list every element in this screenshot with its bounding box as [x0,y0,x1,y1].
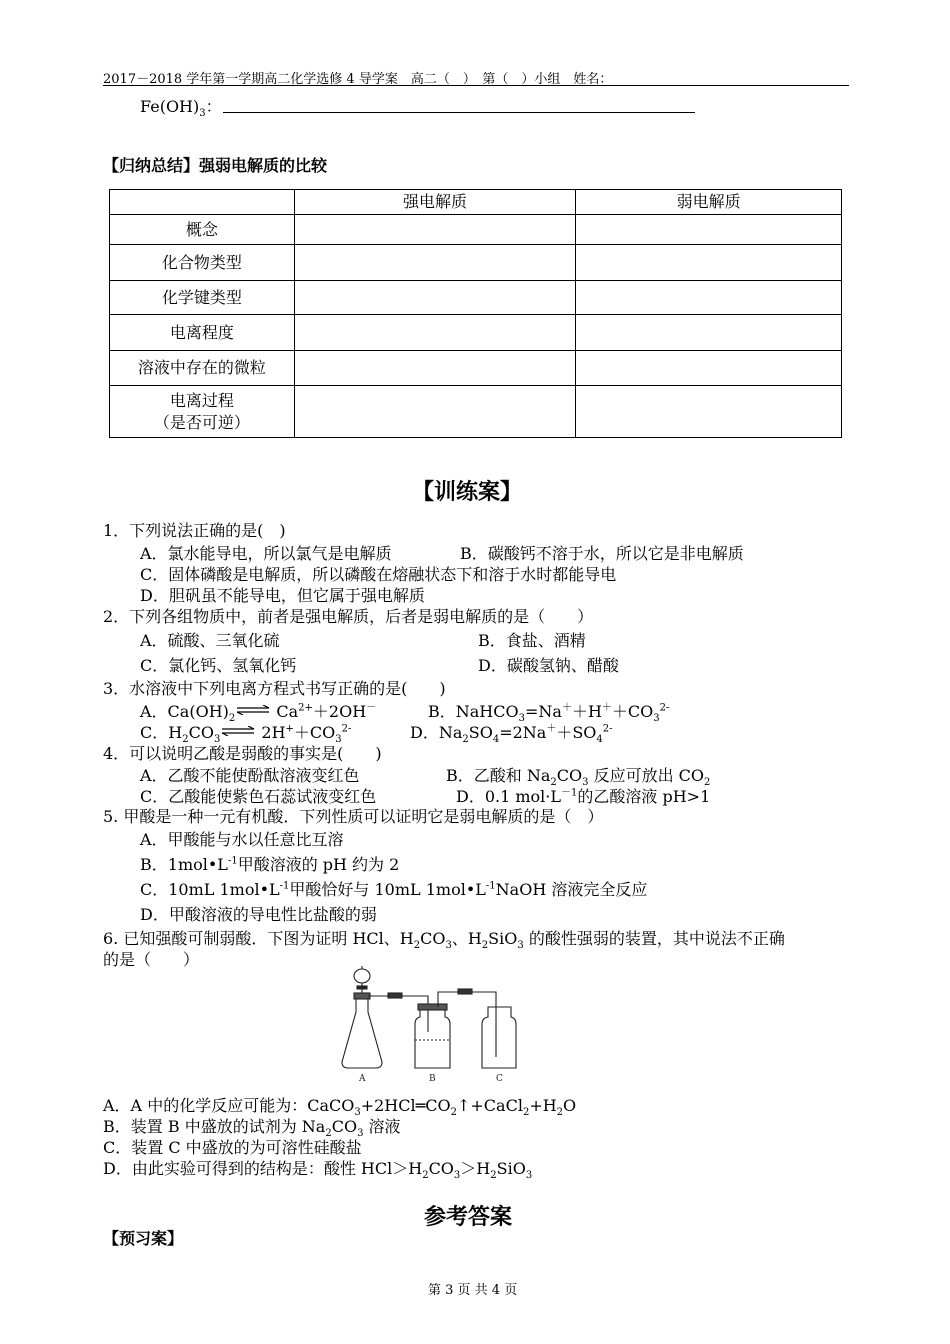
q3-option-b[interactable]: B．$NaHCO_3=Na^++H^++CO_3^{2-}$ [428,702,670,725]
fe-oh3-line: $Fe(OH)_3$： [140,97,222,120]
answer-cell[interactable] [294,315,576,351]
table-row [110,215,842,245]
q3-option-a[interactable]: A．$Ca(OH)_2$ $Ca^{2+}+2OH^-$ [140,701,376,723]
fig-label-c: C [496,1074,503,1084]
reversible-arrow-icon [235,699,271,721]
row-label: 化合物类型 [110,245,295,281]
table-row [110,351,842,386]
q1-option-b[interactable]: B．碳酸钙不溶于水，所以它是非电解质 [460,544,744,563]
page-footer: 第 3 页 共 4 页 [428,1283,518,1298]
q2-option-b[interactable]: B．食盐、酒精 [478,631,586,650]
answer-cell[interactable] [294,245,576,281]
answer-cell[interactable] [294,351,576,386]
fe-oh3-answer-blank[interactable] [223,112,695,113]
q1-option-d[interactable]: D．胆矾虽不能导电，但它属于强电解质 [140,586,425,605]
reversible-arrow-icon [220,720,256,742]
q6-stem-line2: 的是（ ） [103,950,200,969]
fig-label-b: B [429,1074,436,1084]
q5-option-a[interactable]: A．甲酸能与水以任意比互溶 [140,830,344,849]
answer-cell[interactable] [294,281,576,315]
table-header-cell: 弱电解质 [576,190,842,215]
q6-option-a[interactable]: A．A 中的化学反应可能为：$CaCO_3+2HCl═CO_2↑+CaCl_2+H_2O$ [103,1096,577,1119]
answer-cell[interactable] [576,386,842,438]
q4-option-a[interactable]: A．乙酸不能使酚酞溶液变红色 [140,766,360,785]
row-label: 溶液中存在的微粒 [110,351,295,386]
answer-cell[interactable] [294,215,576,245]
answer-cell[interactable] [576,315,842,351]
header-rule [103,85,849,86]
q2-option-c[interactable]: C．氯化钙、氢氧化钙 [140,656,297,675]
answer-cell[interactable] [576,215,842,245]
row-label: 概念 [110,215,295,245]
q3-stem: 3．水溶液中下列电离方程式书写正确的是( ) [103,679,446,698]
page-header: 2017－2018 学年第一学期高二化学选修 4 导学案 高二（ ） 第（ ）小组 姓名： [103,72,613,87]
funnel-bulb [354,969,370,983]
row-label: 电离过程 （是否可逆） [110,386,295,438]
q5-option-d[interactable]: D．甲酸溶液的导电性比盐酸的弱 [140,905,377,924]
q4-option-c[interactable]: C．乙酸能使紫色石蕊试液变红色 [140,787,377,806]
q5-stem: 5. 甲酸是一种一元有机酸．下列性质可以证明它是弱电解质的是（ ） [103,807,604,826]
q2-option-a[interactable]: A．硫酸、三氧化硫 [140,631,280,650]
q1-stem: 1．下列说法正确的是( ) [103,521,286,540]
q6-option-b[interactable]: B．装置 B 中盛放的试剂为 $Na_2CO_3$ 溶液 [103,1117,401,1140]
answer-title: 参考答案 [424,1205,513,1230]
bottle-b [415,1007,450,1068]
q3-option-c[interactable]: C．$H_2CO_3$ $2H^++CO_3^{2-}$ [140,722,351,744]
table-row [110,386,842,438]
apparatus-figure [330,962,530,1087]
q6-stem-line1: 6. 已知强酸可制弱酸．下图为证明 HCl、$H_2CO_3$、$H_2SiO_3$ 的酸性强弱的装置，其中说法不正确 [103,929,785,952]
table-row [110,281,842,315]
q1-option-a[interactable]: A．氯水能导电，所以氯气是电解质 [140,544,392,563]
q2-stem: 2．下列各组物质中，前者是强电解质，后者是弱电解质的是（ ） [103,607,594,626]
table-header-row [110,190,842,215]
table-header-cell: 强电解质 [294,190,576,215]
answer-cell[interactable] [576,351,842,386]
q4-option-d[interactable]: D．0.1 $mol\cdot L^{-1}$的乙酸溶液 pH>1 [456,787,711,806]
q6-option-c[interactable]: C．装置 C 中盛放的为可溶性硅酸盐 [103,1138,362,1157]
row-label: 化学键类型 [110,281,295,315]
fe-oh3-label: Fe(OH) [140,97,200,116]
bottle-c [482,1007,516,1068]
table-header-cell [110,190,295,215]
flask-a [342,995,382,1068]
q2-option-d[interactable]: D．碳酸氢钠、醋酸 [478,656,619,675]
training-title: 【训练案】 [412,480,523,505]
summary-heading: 【归纳总结】强弱电解质的比较 [103,156,328,175]
q1-option-c[interactable]: C．固体磷酸是电解质，所以磷酸在熔融状态下和溶于水时都能导电 [140,565,617,584]
q5-option-b[interactable]: B．$1mol•L^{-1}$甲酸溶液的 pH 约为 2 [140,855,400,874]
q6-option-d[interactable]: D．由此实验可得到的结构是：酸性 $HCl>H_2CO_3>H_2SiO_3$ [103,1159,533,1182]
q4-option-b[interactable]: B．乙酸和 $Na_2CO_3$ 反应可放出 $CO_2$ [446,766,711,789]
q3-option-d[interactable]: D．$Na_2SO_4=2Na^++SO_4^{2-}$ [410,723,613,746]
comparison-table [109,189,842,438]
answer-cell[interactable] [294,386,576,438]
table-row [110,245,842,281]
fig-label-a: A [359,1074,366,1084]
table-row [110,315,842,351]
preview-heading: 【预习案】 [103,1229,184,1248]
answer-cell[interactable] [576,245,842,281]
q4-stem: 4．可以说明乙酸是弱酸的事实是( ) [103,744,382,763]
q5-option-c[interactable]: C．10mL $1mol•L^{-1}$甲酸恰好与 10mL $1mol•L^{-1}NaOH$ 溶液完全反应 [140,880,648,899]
row-label: 电离程度 [110,315,295,351]
answer-cell[interactable] [576,281,842,315]
